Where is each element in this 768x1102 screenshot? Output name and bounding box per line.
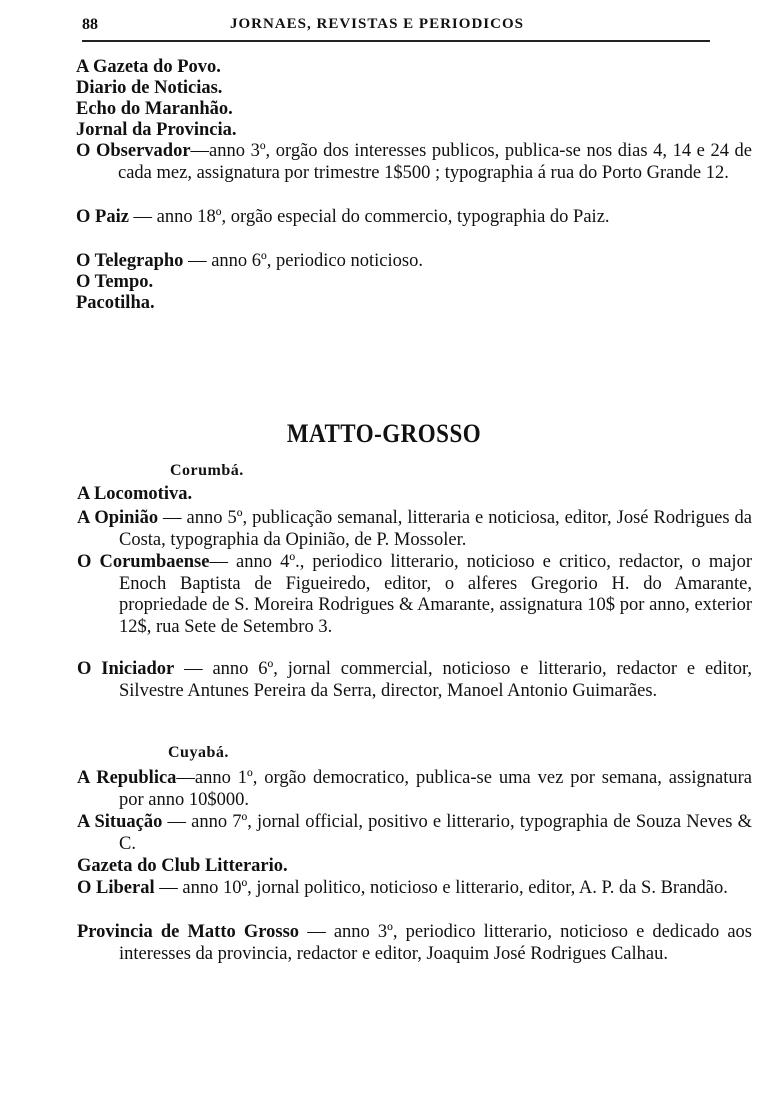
running-title: JORNAES, REVISTAS E PERIODICOS bbox=[230, 16, 524, 32]
entry-desc: — anno 6º, periodico noticioso. bbox=[183, 251, 423, 271]
entry-name: O Corumbaense bbox=[77, 552, 210, 572]
entry-name: O Observador bbox=[76, 141, 191, 161]
entry-desc: —anno 1º, orgão democratico, publica-se uma vez por semana, assignatura por anno 10$000. bbox=[119, 768, 752, 810]
list-item bbox=[76, 141, 752, 184]
entry-name: Gazeta do Club Litterario. bbox=[77, 856, 288, 876]
entry-name: Pacotilha. bbox=[76, 293, 155, 313]
entry-name: Echo do Maranhão. bbox=[76, 99, 233, 119]
entry-name: O Tempo. bbox=[76, 272, 154, 292]
list-item bbox=[77, 856, 752, 878]
entry-desc: — anno 7º, jornal official, positivo e litterario, typographia de Souza Neves & C. bbox=[119, 812, 752, 854]
list-item bbox=[77, 812, 752, 855]
list-item bbox=[76, 99, 752, 121]
list-item bbox=[76, 78, 752, 100]
entry-name: Jornal da Provincia. bbox=[76, 120, 237, 140]
list-item bbox=[77, 659, 752, 702]
page-header bbox=[82, 16, 710, 38]
list-item bbox=[77, 922, 752, 965]
list-item bbox=[77, 508, 752, 551]
entry-desc: — anno 6º, jornal commercial, noticioso e litterario, redactor e editor, Silvestre Antunes Pereira da Serra, director, Manoel Antonio Guimarães. bbox=[119, 659, 752, 701]
entry-desc: — anno 18º, orgão especial do commercio, typographia do Paiz. bbox=[128, 207, 610, 227]
list-item bbox=[76, 120, 752, 142]
page-number: 88 bbox=[82, 16, 98, 33]
header-rule bbox=[82, 40, 710, 42]
entry-desc: — anno 3º, periodico litterario, noticioso e dedicado aos interesses da provincia, redactor e editor, Joaquim José Rodrigues Calhau. bbox=[119, 922, 752, 964]
entry-name: Provincia de Matto Grosso bbox=[77, 922, 300, 942]
entry-name: Diario de Noticias. bbox=[76, 78, 223, 98]
entry-name: O Liberal bbox=[77, 878, 155, 898]
subheading-cuyaba: Cuyabá. bbox=[168, 744, 229, 761]
entry-name: A Opinião bbox=[77, 508, 159, 528]
entry-name: O Iniciador bbox=[77, 659, 175, 679]
list-item bbox=[77, 878, 752, 900]
entry-name: O Telegrapho bbox=[76, 251, 184, 271]
list-item bbox=[77, 484, 752, 506]
entry-name: A Republica bbox=[77, 768, 177, 788]
list-item bbox=[76, 57, 752, 79]
list-item bbox=[77, 768, 752, 811]
entry-desc: — anno 10º, jornal politico, noticioso e litterario, editor, A. P. da S. Brandão. bbox=[154, 878, 728, 898]
section-title: MATTO-GROSSO bbox=[286, 419, 482, 448]
list-item bbox=[76, 207, 752, 229]
entry-name: O Paiz bbox=[76, 207, 129, 227]
entry-desc: — anno 5º, publicação semanal, litteraria e noticiosa, editor, José Rodrigues da Costa, typographia da Opinião, de P. Mossoler. bbox=[119, 508, 753, 550]
entry-desc: —anno 3º, orgão dos interesses publicos, publica-se nos dias 4, 14 e 24 de cada mez, assignatura por trimestre 1$500 ; typographia á rua do Porto Grande 12. bbox=[118, 141, 752, 183]
list-item bbox=[77, 552, 752, 638]
list-item bbox=[76, 272, 752, 294]
entry-name: A Gazeta do Povo. bbox=[76, 57, 221, 77]
entry-name: A Locomotiva. bbox=[77, 484, 193, 504]
entry-name: A Situação bbox=[77, 812, 163, 832]
subheading-corumba: Corumbá. bbox=[170, 462, 244, 479]
list-item bbox=[76, 293, 752, 315]
list-item bbox=[76, 251, 752, 273]
entry-desc: — anno 4º., periodico litterario, noticioso e critico, redactor, o major Enoch Baptista de Figueiredo, editor, o alferes Gregorio H. do Amarante, propriedade de S. Moreira Rodrigues & Amarante, assignatura 10$ por anno, exterior 12$, rua Sete de Setembro 3. bbox=[119, 552, 752, 637]
